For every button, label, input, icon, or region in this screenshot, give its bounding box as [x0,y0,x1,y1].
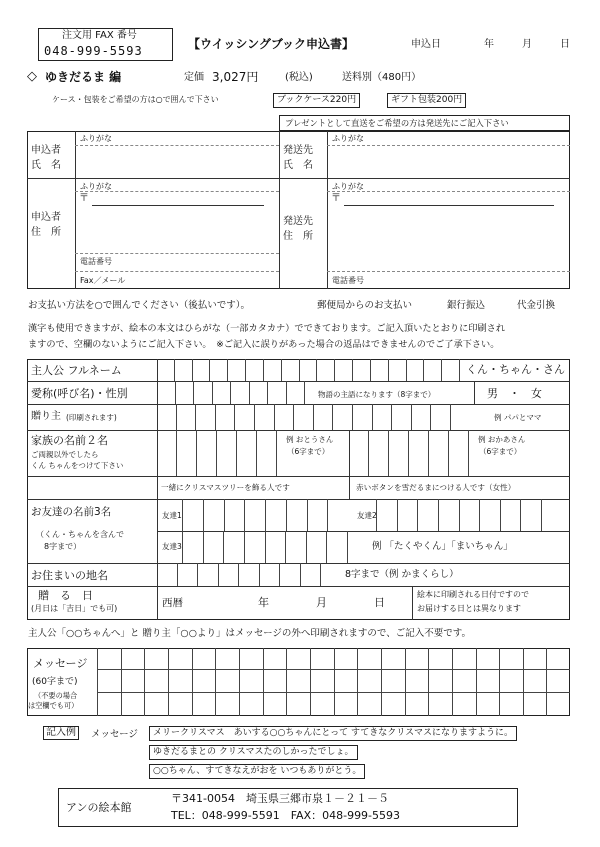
diamond-icon: ◇ [27,69,37,84]
friend3-boxes[interactable] [182,531,348,563]
message-row-1[interactable] [97,648,570,670]
present-note: プレゼントとして直送をご希望の方は発送先にご記入下さい [285,118,509,128]
town-boxes[interactable] [157,563,321,586]
payment-cod[interactable]: 代金引換 [517,300,556,311]
option-gift-wrap[interactable]: ギフト包装200円 [387,93,466,108]
gift-era: 西暦 [162,597,183,609]
applicant-name-label: 申込者 氏 名 [31,145,61,171]
message-label: メッセージ [33,657,88,670]
date-note1: 絵本に印刷される日付ですので [417,590,529,599]
gift-day: 日 [374,596,385,609]
friends-example: 例 「たくやくん」「まいちゃん」 [372,541,513,552]
message-blank-note1: （不要の場合 [34,691,78,700]
outside-note: 主人公「○○ちゃんへ」と 贈り主「○○より」はメッセージの外へ印刷されますので、ご記入不要です。 [28,628,471,639]
example-message-label: メッセージ [91,729,138,740]
payment-bank[interactable]: 銀行振込 [447,300,486,311]
example-line3: ○○ちゃん、すてきなえがおを いつもありがとう。 [149,764,365,779]
nickname-boxes[interactable] [157,381,305,404]
message-row-3[interactable] [97,693,570,716]
applicant-fax-mail: Fax／メール [80,276,126,285]
example-tag: 記入例 [43,726,79,740]
hero-name-label: 主人公 フルネーム [31,364,122,377]
product-title: ゆきだるま 編 [45,70,122,84]
friend2-label: 友達2 [357,511,377,520]
price-label: 定価 [184,72,204,83]
shop-contact: TEL：048-999-5591 FAX：048-999-5593 [171,809,401,822]
message-limit: (60字まで) [32,677,78,687]
price-value: 3,027円 [212,70,259,84]
applicant-phone: 電話番号 [80,257,112,266]
example-line2: ゆきだるまとの クリスマスたのしかったでしょ。 [149,745,358,760]
gift-date-label: 贈 る 日 [38,589,93,602]
fax-number: 048-999-5593 [44,44,143,58]
ship-name-label: 発送先 氏 名 [283,145,313,171]
gift-month: 月 [316,596,327,609]
family2-example-limit: （6字まで） [479,447,522,456]
friend1-boxes[interactable] [182,499,348,531]
giver-label: 贈り主 [31,411,61,422]
hero-suffix: くん・ちゃん・さん [466,363,565,376]
friend1-label: 友達1 [162,511,182,520]
message-blank-note2: は空欄でも可） [28,701,79,710]
giver-example: 例 パパとママ [494,413,542,422]
giver-boxes[interactable] [157,404,451,430]
family-sub2: くん ちゃんをつけて下さい [31,461,124,470]
gift-date-sub: (月日は「吉日」でも可) [31,604,118,613]
applicant-furigana: ふりがな [80,134,112,143]
applicant-postal: 〒 [79,193,89,204]
family1-example: 例 おとうさん [286,435,334,444]
ship-phone: 電話番号 [332,276,364,285]
message-row-2[interactable] [97,670,570,693]
friend3-label: 友達3 [162,542,182,551]
giver-sub: (印刷されます) [66,413,117,422]
family-sub1: ご両親以外でしたら [31,450,99,459]
fax-label: 注文用 FAX 番号 [62,30,137,41]
family2-example: 例 おかあさん [478,435,526,444]
applicant-addr-furigana: ふりがな [80,182,112,191]
family1-boxes[interactable] [157,430,277,476]
hero-name-boxes[interactable] [157,359,460,381]
family1-example-limit: （6字まで） [287,447,330,456]
apply-year: 年 [484,39,494,50]
payment-note: お支払い方法を○で囲んでください（後払いです）。 [28,300,251,311]
apply-day: 日 [560,39,570,50]
apply-month: 月 [522,39,532,50]
family-label: 家族の名前２名 [31,434,108,447]
payment-postal[interactable]: 郵便局からのお支払い [317,300,413,311]
ship-addr-label: 発送先 住 所 [283,216,313,242]
family-role1: 一緒にクリスマスツリーを飾る人です [161,483,290,492]
gift-year: 年 [258,596,269,609]
ship-addr-furigana: ふりがな [332,182,364,191]
friends-sub2: 8字まで） [44,542,82,551]
ship-postal: 〒 [331,193,341,204]
friends-sub1: （くん・ちゃんを含んで [36,530,124,539]
shop-name: アンの絵本館 [66,801,132,814]
family-role2: 赤いボタンを雪だるまにつける人です（女性） [356,483,516,492]
shipping: 送料別（480円） [342,72,422,83]
town-label: お住まいの地名 [31,569,108,582]
nickname-label: 愛称(呼び名)・性別 [31,387,128,400]
shop-address: 〒341-0054 埼玉県三郷市泉１－２１－５ [171,792,389,805]
apply-date-label: 申込日 [411,39,441,50]
option-book-case[interactable]: ブックケース220円 [273,93,360,108]
price-tax: (税込) [285,72,313,83]
applicant-addr-label: 申込者 住 所 [31,212,61,238]
family2-boxes[interactable] [349,430,469,476]
date-note2: お届けする日とは異なります [417,604,521,613]
nickname-note: 物語の主語になります（8字まで） [318,390,436,399]
town-example: 8字まで（例 かまくらし） [345,569,459,580]
friend2-boxes[interactable] [376,499,542,531]
notice-line1: 漢字も使用できますが、絵本の本文はひらがな（一部カタカナ）でできております。ご記入頂いたとおりに印刷され [28,323,506,334]
notice-line2: ますので、空欄のないようにご記入下さい。 ※ご記入に誤りがあった場合の返品はできませんのでご了承下さい。 [28,339,500,350]
example-line1: メリークリスマス あいする○○ちゃんにとって すてきなクリスマスになりますように。 [149,726,517,741]
friends-label: お友達の名前3名 [31,506,112,518]
gender-options[interactable]: 男 ・ 女 [487,387,542,400]
form-title: 【ウイッシングブック申込書】 [188,37,355,51]
ship-furigana: ふりがな [332,134,364,143]
case-note: ケース・包装をご希望の方は○で囲んで下さい [52,95,219,104]
